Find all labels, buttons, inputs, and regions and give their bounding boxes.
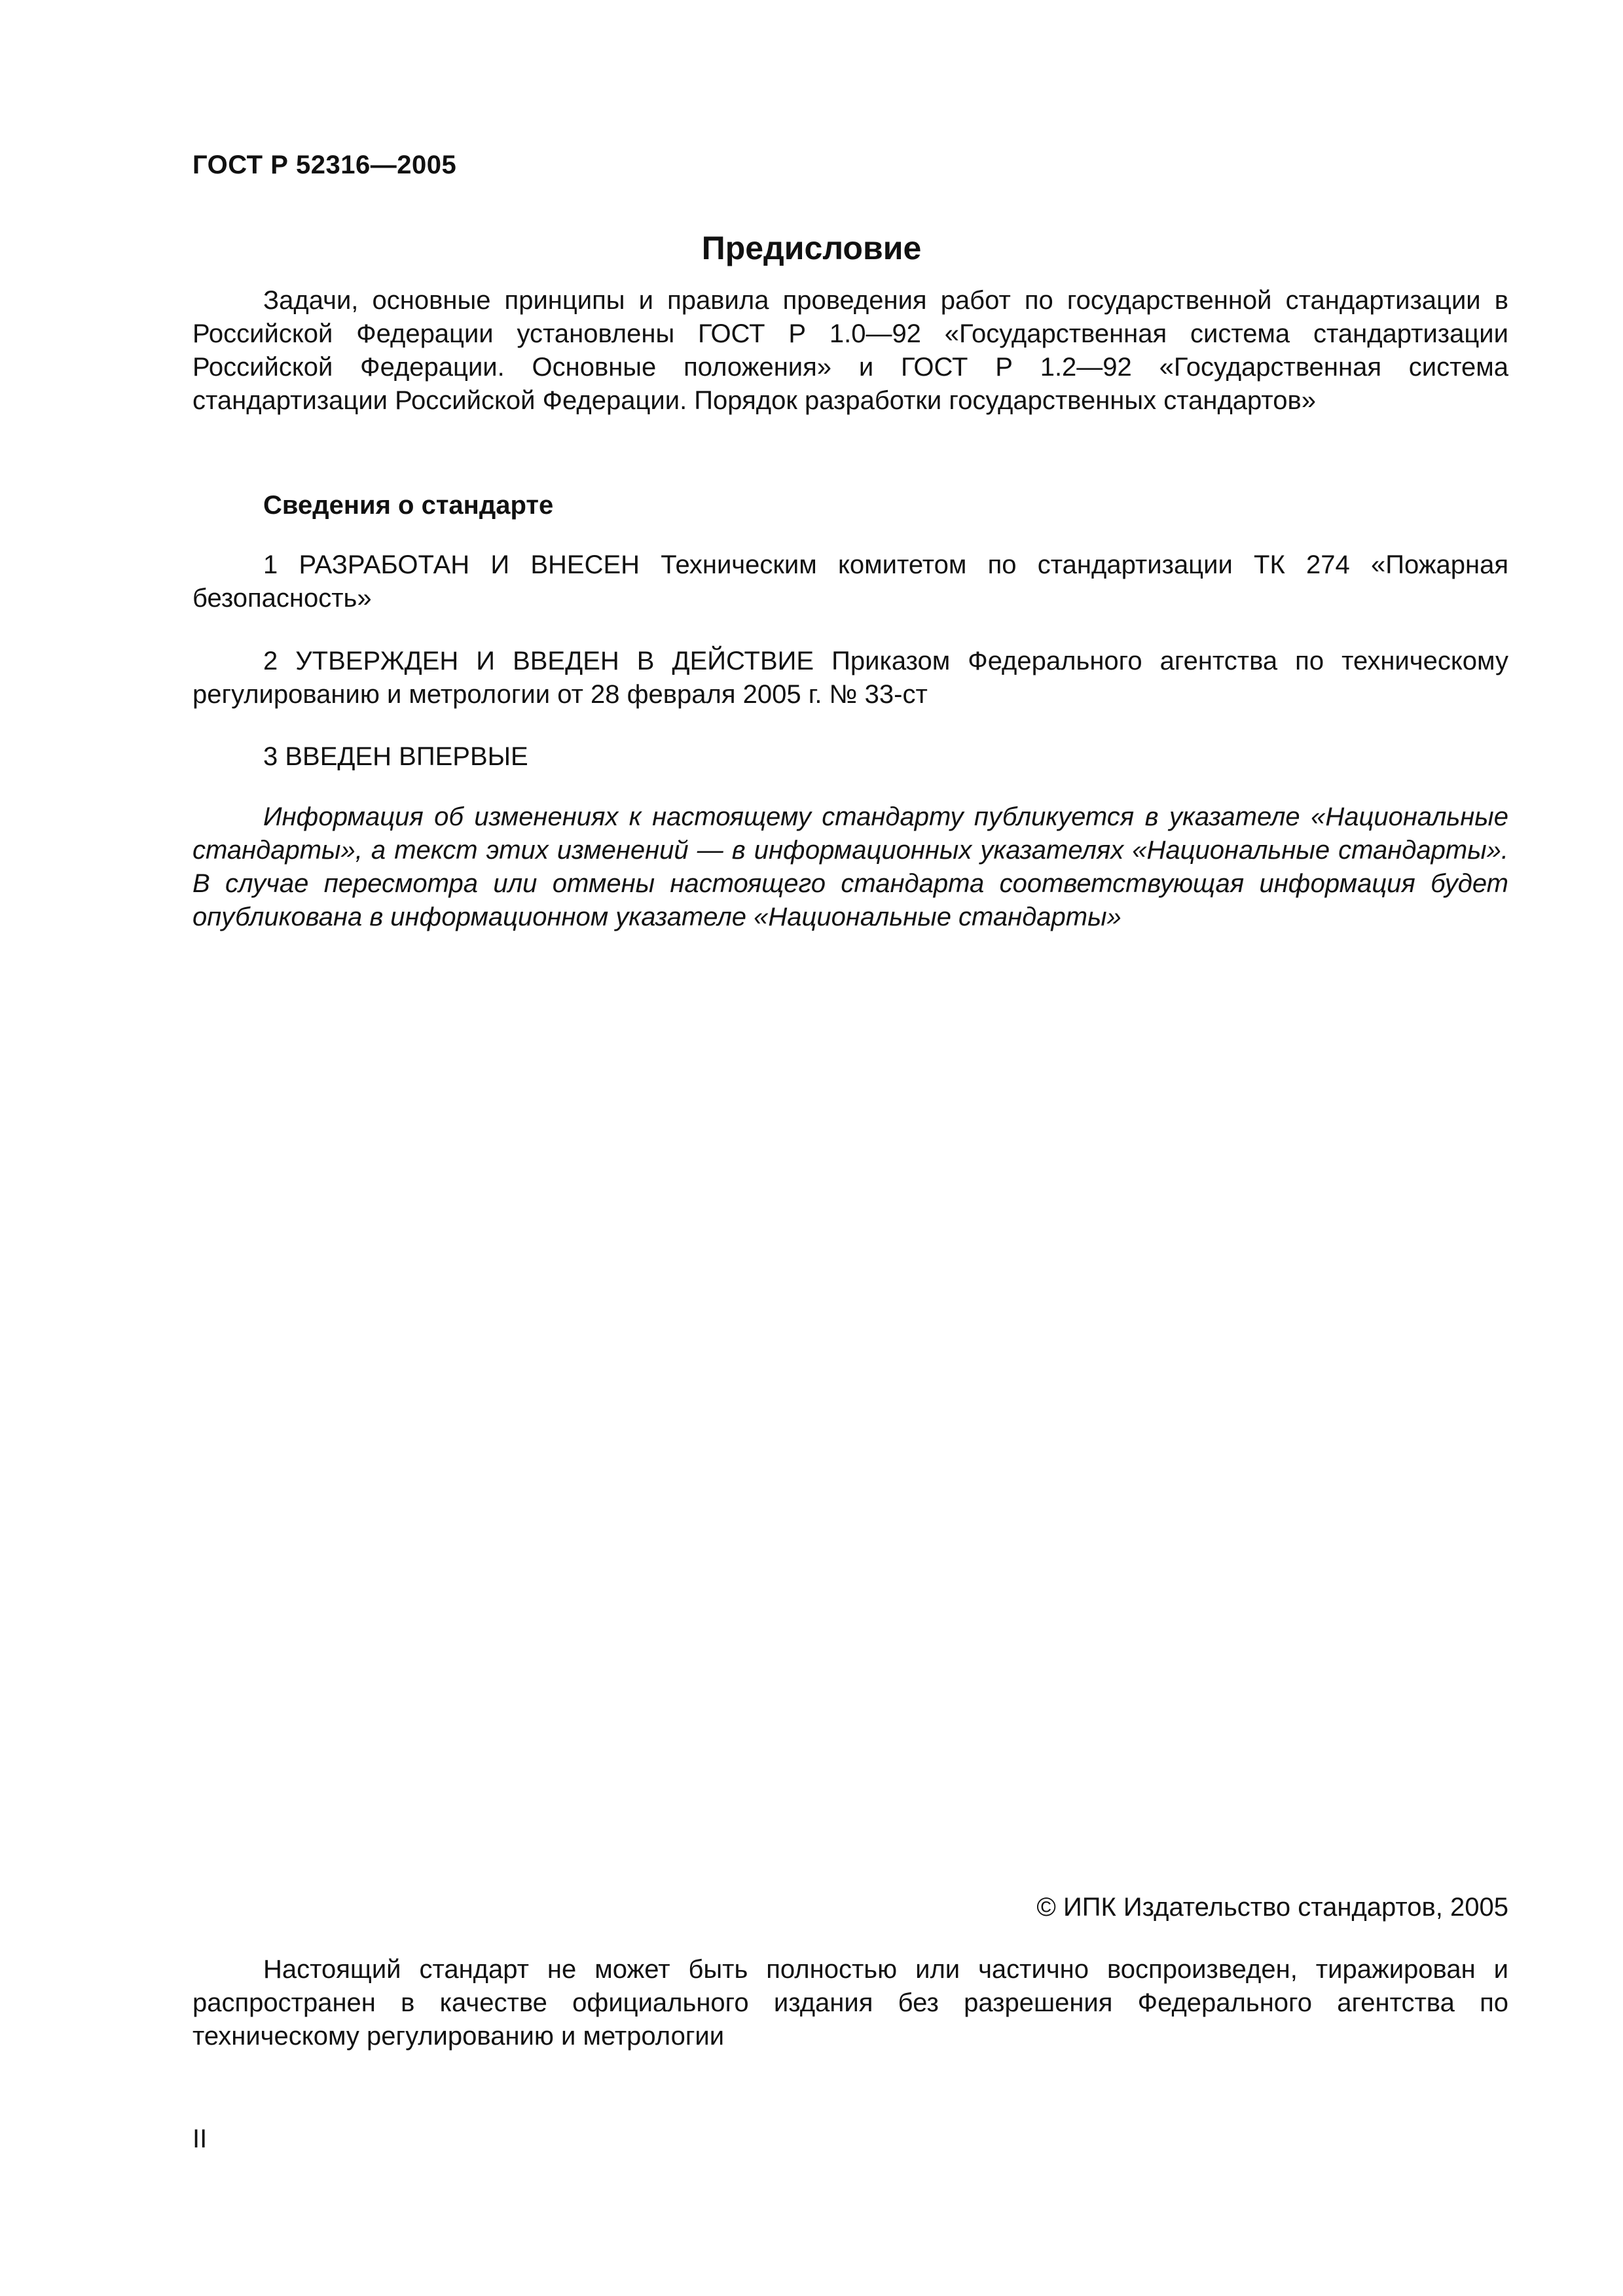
info-item-2: 2 УТВЕРЖДЕН И ВВЕДЕН В ДЕЙСТВИЕ Приказом Федерального агентства по техническому регулированию и метрологии от 28 февраля 2005 г. № 33-ст — [192, 647, 1508, 709]
page-title: Предисловие — [701, 230, 922, 266]
document-id: ГОСТ Р 52316—2005 — [192, 151, 457, 179]
page-number: II — [192, 2125, 208, 2153]
info-item-3: 3 ВВЕДЕН ВПЕРВЫЕ — [263, 742, 528, 771]
changes-note: Информация об изменениях к настоящему стандарту публикуется в указателе «Национальные стандарты», а текст этих изменений — в информационных указателях «Национальные стандарты». В случае пересмотра или отмены настоящего стандарта соответствующая информация будет опубликована в информационном указателе «Национальные стандарты» — [192, 802, 1508, 931]
info-item-1: 1 РАЗРАБОТАН И ВНЕСЕН Техническим комитетом по стандартизации ТК 274 «Пожарная безопасность» — [192, 550, 1508, 613]
copyright-notice: © ИПК Издательство стандартов, 2005 — [1036, 1893, 1508, 1922]
rights-notice: Настоящий стандарт не может быть полностью или частично воспроизведен, тиражирован и распространен в качестве официального издания без разрешения Федерального агентства по техническому регулированию и метрологии — [192, 1955, 1508, 2051]
section-heading: Сведения о стандарте — [263, 491, 554, 520]
preface-intro: Задачи, основные принципы и правила проведения работ по государственной стандартизации в Российской Федерации установлены ГОСТ Р 1.0—92 «Государственная система стандартизации Российской Федерации. Основные положения» и ГОСТ Р 1.2—92 «Государственная система стандартизации Российской Федерации. Порядок разработки государственных стандартов» — [192, 286, 1508, 415]
